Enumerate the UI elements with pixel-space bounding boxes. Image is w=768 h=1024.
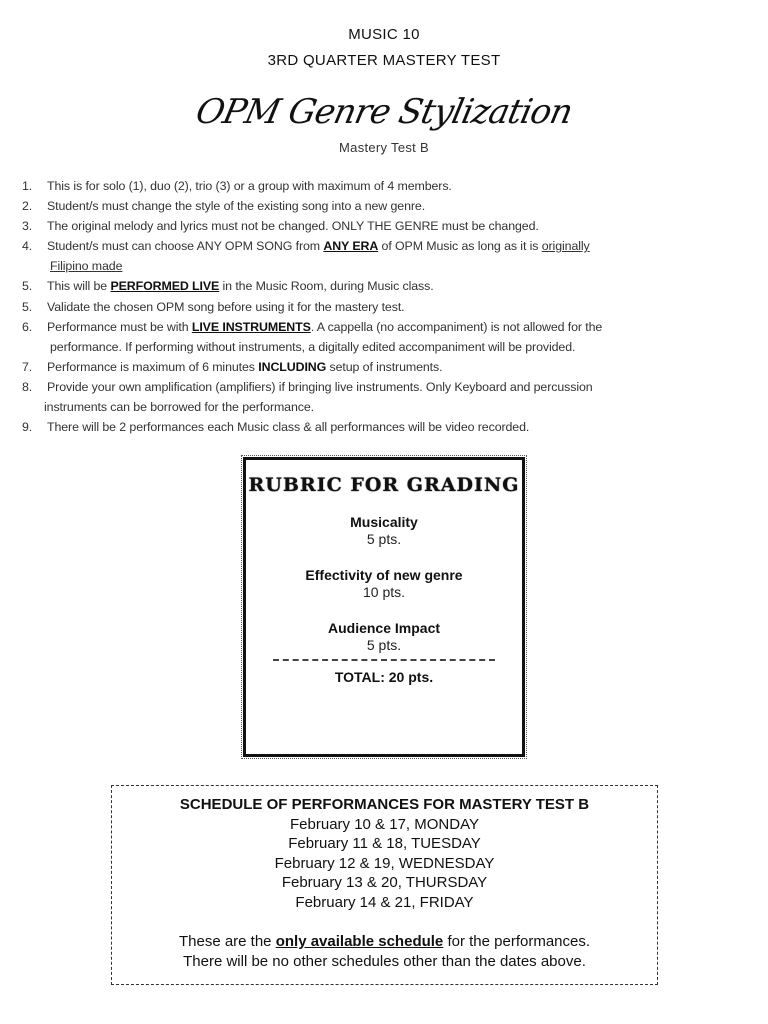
item-number: 3. [22,219,33,234]
text-segment: Validate the chosen OPM song before using it for the mastery test. [47,299,405,314]
schedule-day: MONDAY [414,815,479,833]
text-segment: performance. If performing without instruments, a digitally edited accompaniment will be provided. [50,339,576,354]
text-segment: . A cappella (no accompaniment) is not allowed for the [310,319,603,334]
item-text [47,199,425,213]
doc-title: 3RD QUARTER MASTERY TEST [267,52,501,69]
rubric-item-points: 10 pts. [362,584,406,600]
emphasis-text: originally [541,239,590,254]
instruction-item [0,340,768,360]
item-text [44,400,314,414]
instruction-item [0,420,768,440]
text-segment: This is for solo (1), duo (2), trio (3) or a group with maximum of 4 members. [47,179,452,193]
item-text [47,239,590,253]
item-text [50,259,122,273]
instruction-item [0,279,768,299]
text-segment: Performance is maximum of 6 minutes [47,359,259,374]
schedule-date-row [112,893,657,913]
note-text: These are the [178,933,276,950]
item-number: 2. [22,199,33,214]
schedule-note-1 [112,932,657,952]
text-segment: in the Music Room, during Music class. [219,279,434,294]
instruction-item [0,380,768,400]
emphasis-text: PERFORMED LIVE [110,279,220,294]
instruction-item [0,320,768,340]
instructions-list [0,179,768,440]
item-text [47,300,405,314]
schedule-date-row [112,854,657,874]
emphasis-text: INCLUDING [258,359,327,374]
rubric-item-name: Audience Impact [327,620,441,636]
script-title: OPM Genre Stylization [192,92,576,132]
schedule-dates: February 13 & 20, [281,874,406,891]
item-text [47,320,602,334]
emphasis-text: Filipino made [50,259,123,274]
rubric-item-name: Effectivity of new genre [305,567,463,583]
note-emphasis: only available schedule [275,933,444,950]
schedule-day: THURSDAY [405,874,488,891]
doc-subject: MUSIC 10 [348,26,420,43]
item-number: 9. [22,420,33,435]
schedule-day: FRIDAY [419,893,474,911]
text-segment: setup of instruments. [326,359,443,374]
schedule-day: TUESDAY [411,835,481,852]
note-text: for the performances. [443,933,591,950]
item-number: 5. [22,299,33,314]
text-segment: There will be 2 performances each Music class & all performances will be video recorded. [47,420,530,435]
instruction-item [0,199,768,219]
schedule-box [111,785,658,985]
rubric-box [243,457,525,757]
doc-subtitle: Mastery Test B [339,140,429,155]
rubric-item-points: 5 pts. [366,637,402,653]
schedule-dates: February 12 & 19, [274,854,399,872]
schedule-date-row [112,873,657,893]
item-number: 4. [22,239,33,254]
rubric-divider [273,659,495,661]
emphasis-text: LIVE INSTRUMENTS [191,319,311,334]
item-text [47,420,529,434]
item-text [50,340,575,354]
instruction-item [0,360,768,380]
item-text [47,279,434,293]
item-text [47,380,593,394]
item-number: 5. [22,279,33,294]
rubric-item-name: Musicality [350,514,418,530]
schedule-dates: February 14 & 21, [295,893,420,911]
text-segment: of OPM Music as long as it is [378,239,542,254]
instruction-item [0,400,768,420]
text-segment: The original melody and lyrics must not be changed. ONLY THE GENRE must be changed. [47,219,539,234]
schedule-dates: February 11 & 18, [288,835,412,852]
text-segment: Student/s must change the style of the existing song into a new genre. [47,199,426,214]
instruction-item [0,259,768,279]
text-segment: Student/s must can choose ANY OPM SONG from [47,239,324,254]
instruction-item [0,239,768,259]
item-text [47,360,442,374]
item-number: 7. [22,359,33,374]
item-text [47,219,539,233]
item-number: 6. [22,319,33,334]
instruction-item [0,179,768,199]
text-segment: instruments can be borrowed for the performance. [44,400,314,415]
schedule-date-row [112,834,657,854]
schedule-title: SCHEDULE OF PERFORMANCES FOR MASTERY TEST B [179,796,590,813]
schedule-note-2: There will be no other schedules other than the dates above. [183,952,586,970]
item-number: 8. [22,379,33,394]
text-segment: Provide your own amplification (amplifiers) if bringing live instruments. Only Keyboard and percussion [47,379,593,394]
text-segment: This will be [47,279,111,294]
rubric-item-points: 5 pts. [366,531,402,547]
text-segment: Performance must be with [47,319,192,334]
emphasis-text: ANY ERA [323,239,379,254]
instruction-item [0,300,768,320]
rubric-title: RUBRIC FOR GRADING [248,474,520,496]
rubric-total: TOTAL: 20 pts. [334,669,434,685]
instruction-item [0,219,768,239]
schedule-dates: February 10 & 17, [290,815,415,833]
schedule-day: WEDNESDAY [398,854,495,872]
schedule-date-row [112,815,657,835]
item-text [47,179,452,193]
item-number: 1. [22,179,33,193]
